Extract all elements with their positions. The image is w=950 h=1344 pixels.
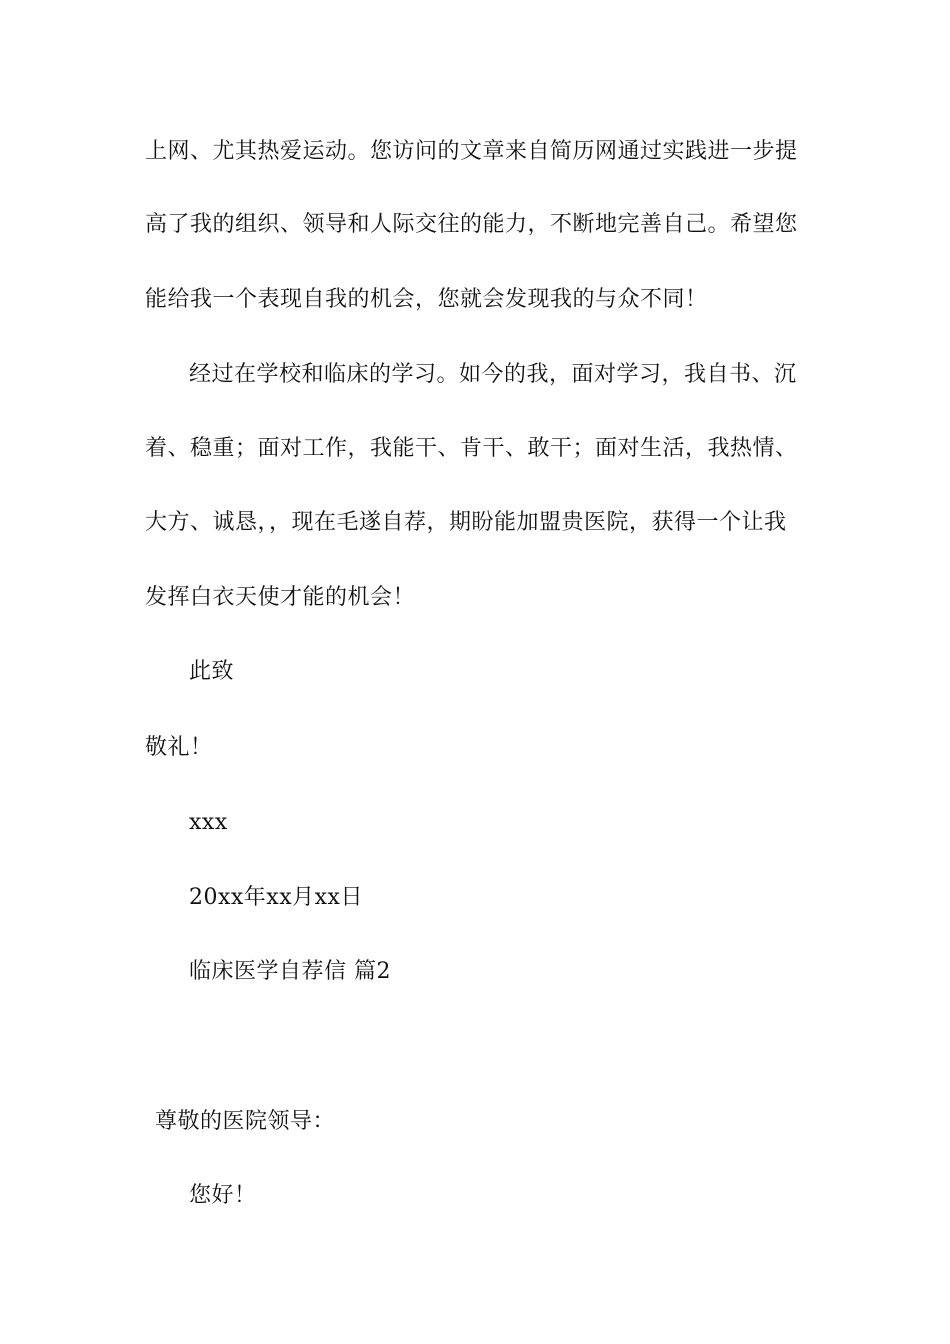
body-line-5: 着、稳重；面对工作，我能干、肯干、敢干；面对生活，我热情、 [145,436,798,461]
body-line-3: 能给我一个表现自我的机会，您就会发现我的与众不同！ [145,287,708,312]
greeting-text: 您好！ [189,1183,257,1208]
body-line-2: 高了我的组织、领导和人际交往的能力，不断地完善自己。希望您 [145,212,798,237]
section-title: 临床医学自荐信 篇2 [189,959,391,984]
signature-text: xxx [189,810,228,835]
regards-text: 敬礼！ [145,735,213,760]
body-line-1: 上网、尤其热爱运动。您访问的文章来自简历网通过实践进一步提 [145,139,798,164]
date-text: 20xx年xx月xx日 [189,885,363,910]
body-line-4: 经过在学校和临床的学习。如今的我，面对学习，我自书、沉 [189,362,797,387]
salutation-text: 尊敬的医院领导： [155,1109,336,1134]
body-line-7: 发挥白衣天使才能的机会！ [145,585,416,610]
closing-text: 此致 [189,659,235,684]
body-line-6: 大方、诚恳，，现在毛遂自荐，期盼能加盟贵医院，获得一个让我 [145,510,787,535]
